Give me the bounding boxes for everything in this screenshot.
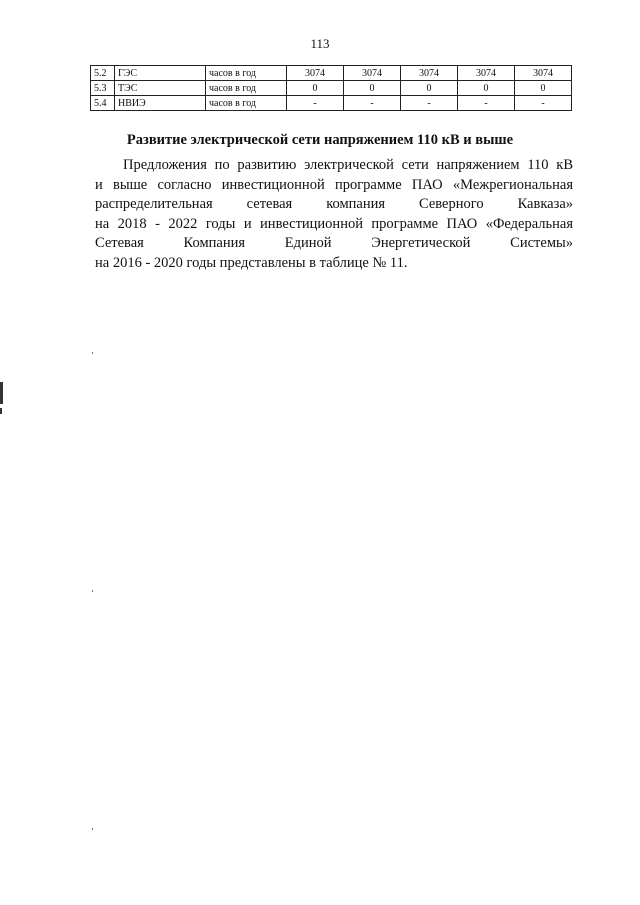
table-row bbox=[91, 66, 572, 81]
data-table bbox=[90, 65, 572, 111]
value-cell: 0 bbox=[515, 81, 572, 96]
value-cell: 0 bbox=[401, 81, 458, 96]
value-cell: 3074 bbox=[344, 66, 401, 81]
row-number: 5.2 bbox=[91, 66, 115, 81]
scan-margin-mark bbox=[0, 382, 3, 404]
scan-speck bbox=[92, 828, 93, 830]
value-cell: 0 bbox=[344, 81, 401, 96]
section-heading: Развитие электрической сети напряжением 110 кВ и выше bbox=[126, 132, 514, 148]
value-cell: 0 bbox=[458, 81, 515, 96]
plant-type: НВИЭ bbox=[115, 96, 206, 111]
plant-type: ТЭС bbox=[115, 81, 206, 96]
value-cell: 3074 bbox=[515, 66, 572, 81]
unit-cell: часов в год bbox=[206, 66, 287, 81]
row-number: 5.3 bbox=[91, 81, 115, 96]
table-row bbox=[91, 81, 572, 96]
paragraph-line: на 2016 - 2020 годы представлены в таблице № 11. bbox=[95, 254, 408, 271]
value-cell: 3074 bbox=[287, 66, 344, 81]
paragraph-line: на 2018 - 2022 годы и инвестиционной программе ПАО «Федеральная bbox=[95, 215, 573, 232]
value-cell: - bbox=[458, 96, 515, 111]
row-number: 5.4 bbox=[91, 96, 115, 111]
paragraph-line: Предложения по развитию электрической сети напряжением 110 кВ bbox=[123, 157, 573, 173]
paragraph-line: распределительная сетевая компания Северного Кавказа» bbox=[95, 196, 573, 212]
value-cell: 3074 bbox=[458, 66, 515, 81]
page-number: 113 bbox=[310, 36, 330, 51]
scan-speck bbox=[92, 590, 93, 592]
scan-speck bbox=[92, 352, 93, 354]
plant-type: ГЭС bbox=[115, 66, 206, 81]
paragraph-line: Сетевая Компания Единой Энергетической Системы» bbox=[95, 235, 573, 251]
paragraph-line: и выше согласно инвестиционной программе ПАО «Межрегиональная bbox=[95, 176, 573, 193]
unit-cell: часов в год bbox=[206, 96, 287, 111]
value-cell: - bbox=[401, 96, 458, 111]
value-cell: - bbox=[515, 96, 572, 111]
scan-margin-mark bbox=[0, 408, 2, 414]
value-cell: - bbox=[344, 96, 401, 111]
value-cell: 3074 bbox=[401, 66, 458, 81]
unit-cell: часов в год bbox=[206, 81, 287, 96]
body-paragraph bbox=[95, 156, 573, 273]
value-cell: - bbox=[287, 96, 344, 111]
table-row bbox=[91, 96, 572, 111]
value-cell: 0 bbox=[287, 81, 344, 96]
